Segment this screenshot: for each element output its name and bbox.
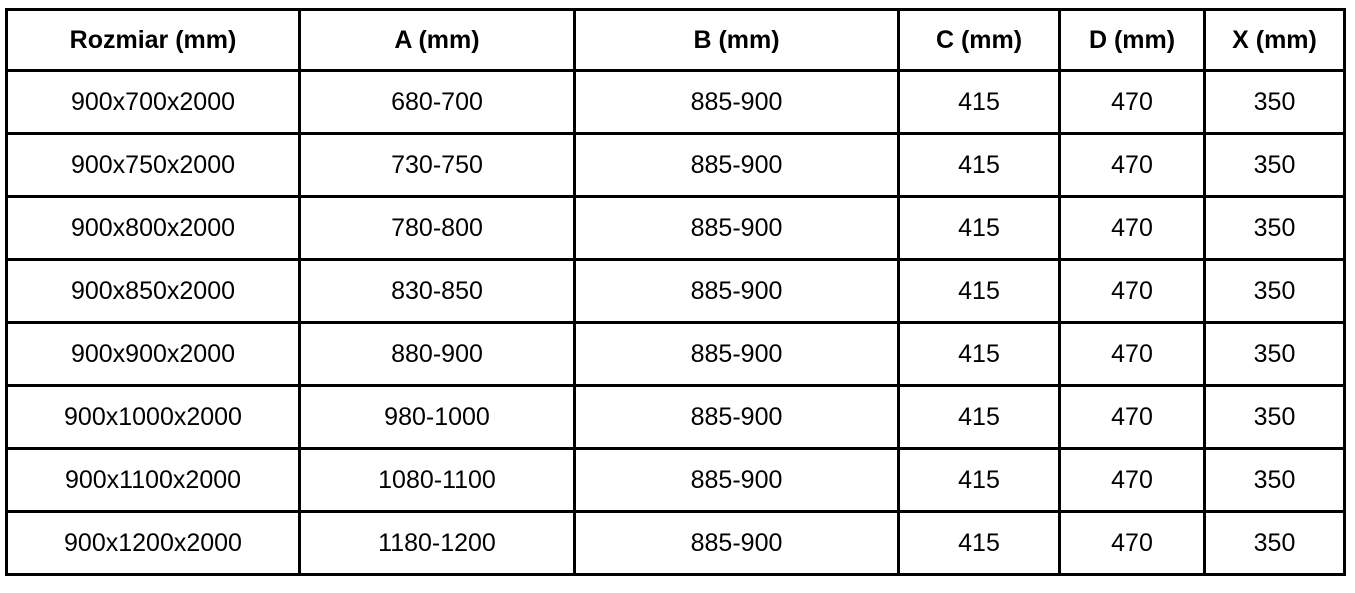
table-cell: 350 <box>1205 197 1345 260</box>
table-cell: 350 <box>1205 386 1345 449</box>
table-cell: 885-900 <box>575 323 899 386</box>
table-cell: 470 <box>1060 71 1205 134</box>
table-cell: 885-900 <box>575 71 899 134</box>
table-cell: 880-900 <box>300 323 575 386</box>
column-header: A (mm) <box>300 10 575 71</box>
table-cell: 1080-1100 <box>300 449 575 512</box>
table-body <box>7 71 1345 575</box>
table-cell: 415 <box>899 512 1060 575</box>
table-cell: 350 <box>1205 449 1345 512</box>
table-cell: 900x1200x2000 <box>7 512 300 575</box>
table-row <box>7 260 1345 323</box>
table-cell: 415 <box>899 260 1060 323</box>
table-cell: 350 <box>1205 71 1345 134</box>
table-cell: 900x1000x2000 <box>7 386 300 449</box>
column-header: B (mm) <box>575 10 899 71</box>
table-cell: 350 <box>1205 512 1345 575</box>
table-cell: 900x1100x2000 <box>7 449 300 512</box>
table-cell: 350 <box>1205 260 1345 323</box>
table-row <box>7 512 1345 575</box>
table-header <box>7 10 1345 71</box>
table-cell: 415 <box>899 386 1060 449</box>
column-header: X (mm) <box>1205 10 1345 71</box>
column-header: D (mm) <box>1060 10 1205 71</box>
table-cell: 470 <box>1060 260 1205 323</box>
table-cell: 1180-1200 <box>300 512 575 575</box>
table-row <box>7 197 1345 260</box>
header-row <box>7 10 1345 71</box>
table-cell: 980-1000 <box>300 386 575 449</box>
table-cell: 885-900 <box>575 386 899 449</box>
table-cell: 680-700 <box>300 71 575 134</box>
table-cell: 470 <box>1060 134 1205 197</box>
table-row <box>7 386 1345 449</box>
table-cell: 830-850 <box>300 260 575 323</box>
table-cell: 415 <box>899 197 1060 260</box>
table-row <box>7 323 1345 386</box>
table-cell: 900x700x2000 <box>7 71 300 134</box>
table-row <box>7 71 1345 134</box>
table-cell: 885-900 <box>575 449 899 512</box>
table-cell: 470 <box>1060 512 1205 575</box>
table-cell: 900x800x2000 <box>7 197 300 260</box>
table-cell: 900x850x2000 <box>7 260 300 323</box>
table-cell: 415 <box>899 71 1060 134</box>
table-cell: 900x750x2000 <box>7 134 300 197</box>
table-cell: 415 <box>899 449 1060 512</box>
table-cell: 885-900 <box>575 197 899 260</box>
table-cell: 350 <box>1205 134 1345 197</box>
table-cell: 885-900 <box>575 512 899 575</box>
table-cell: 470 <box>1060 449 1205 512</box>
table-row <box>7 449 1345 512</box>
table-row <box>7 134 1345 197</box>
column-header: Rozmiar (mm) <box>7 10 300 71</box>
size-table <box>5 8 1346 576</box>
column-header: C (mm) <box>899 10 1060 71</box>
table-cell: 415 <box>899 323 1060 386</box>
table-cell: 470 <box>1060 323 1205 386</box>
table-cell: 900x900x2000 <box>7 323 300 386</box>
table-cell: 415 <box>899 134 1060 197</box>
table-cell: 470 <box>1060 197 1205 260</box>
table-cell: 470 <box>1060 386 1205 449</box>
table-cell: 730-750 <box>300 134 575 197</box>
table-cell: 780-800 <box>300 197 575 260</box>
table-cell: 885-900 <box>575 134 899 197</box>
table-cell: 885-900 <box>575 260 899 323</box>
table-cell: 350 <box>1205 323 1345 386</box>
